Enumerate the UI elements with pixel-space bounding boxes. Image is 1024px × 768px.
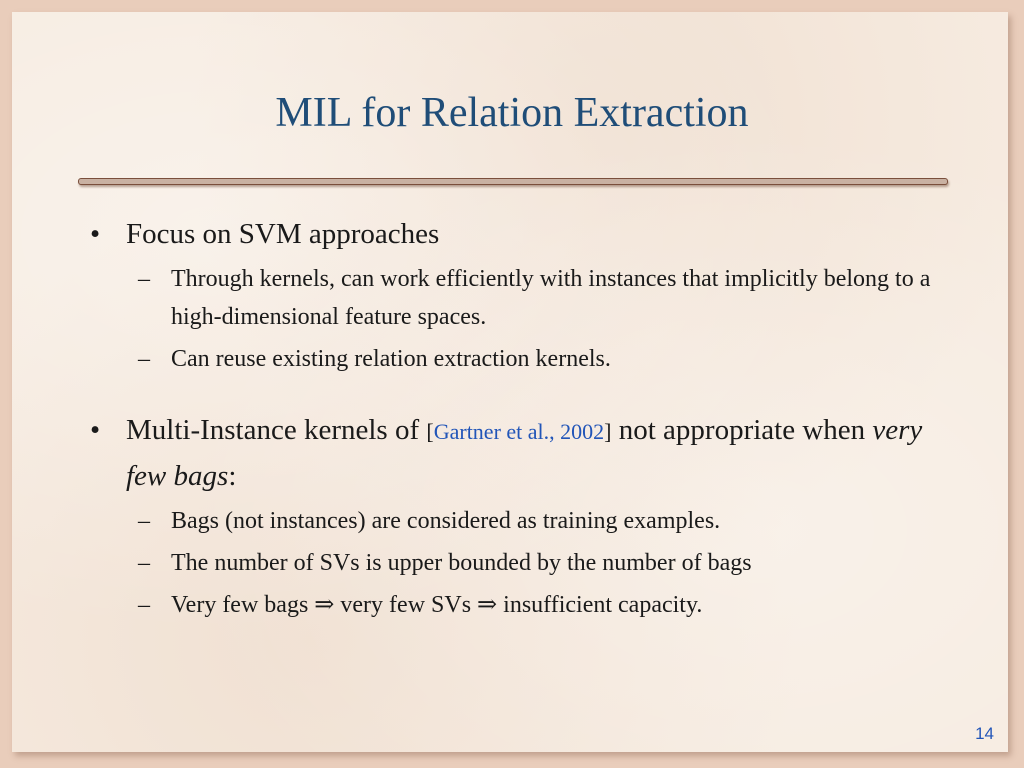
dash-icon: – [138,592,150,618]
sub-bullet-text: Bags (not instances) are considered as training examples. [171,508,721,534]
emphasis-text: very few bags [126,414,923,492]
bullet-text [126,414,922,492]
bullet-icon: • [90,218,101,250]
implies-arrow-icon: ⇒ [477,592,498,618]
slide-content [90,212,950,624]
bullet-item [90,212,950,256]
title-divider [78,178,948,185]
dash-icon: – [138,550,150,576]
dash-icon: – [138,266,150,292]
sub-bullet-text-part: insufficient capacity. [497,592,703,618]
slide-title: MIL for Relation Extraction [275,90,749,136]
bullet-text-part: Multi-Instance kernels of [126,414,427,446]
citation-link[interactable]: Gartner et al., 2002 [433,419,605,444]
sub-bullet-text-part: Very few bags [171,592,315,618]
dash-icon: – [138,508,150,534]
bullet-text-part: : [228,460,237,492]
sub-bullet-text: Can reuse existing relation extraction kernels. [171,346,611,372]
dash-icon: – [138,346,150,372]
page-number: 14 [975,724,994,743]
sub-bullet-item [90,586,950,624]
bullet-item [90,408,950,498]
sub-bullet-text: The number of SVs is upper bounded by the number of bags [171,550,752,576]
sub-bullet-item [90,544,950,582]
sub-bullet-text-part: very few SVs [334,592,478,618]
citation-bracket-close: ] [604,419,612,444]
bullet-icon: • [90,414,101,446]
bullet-text-part: not appropriate when [611,414,873,446]
sub-bullet-item [90,340,950,378]
sub-bullet-text [171,592,702,618]
sub-bullet-text: Through kernels, can work efficiently with instances that implicitly belong to a high-dimensional feature spaces. [171,266,931,330]
bullet-text: Focus on SVM approaches [126,218,440,250]
sub-bullet-item [90,260,950,336]
citation-bracket-open: [ [426,419,434,444]
sub-bullet-item [90,502,950,540]
implies-arrow-icon: ⇒ [314,592,335,618]
